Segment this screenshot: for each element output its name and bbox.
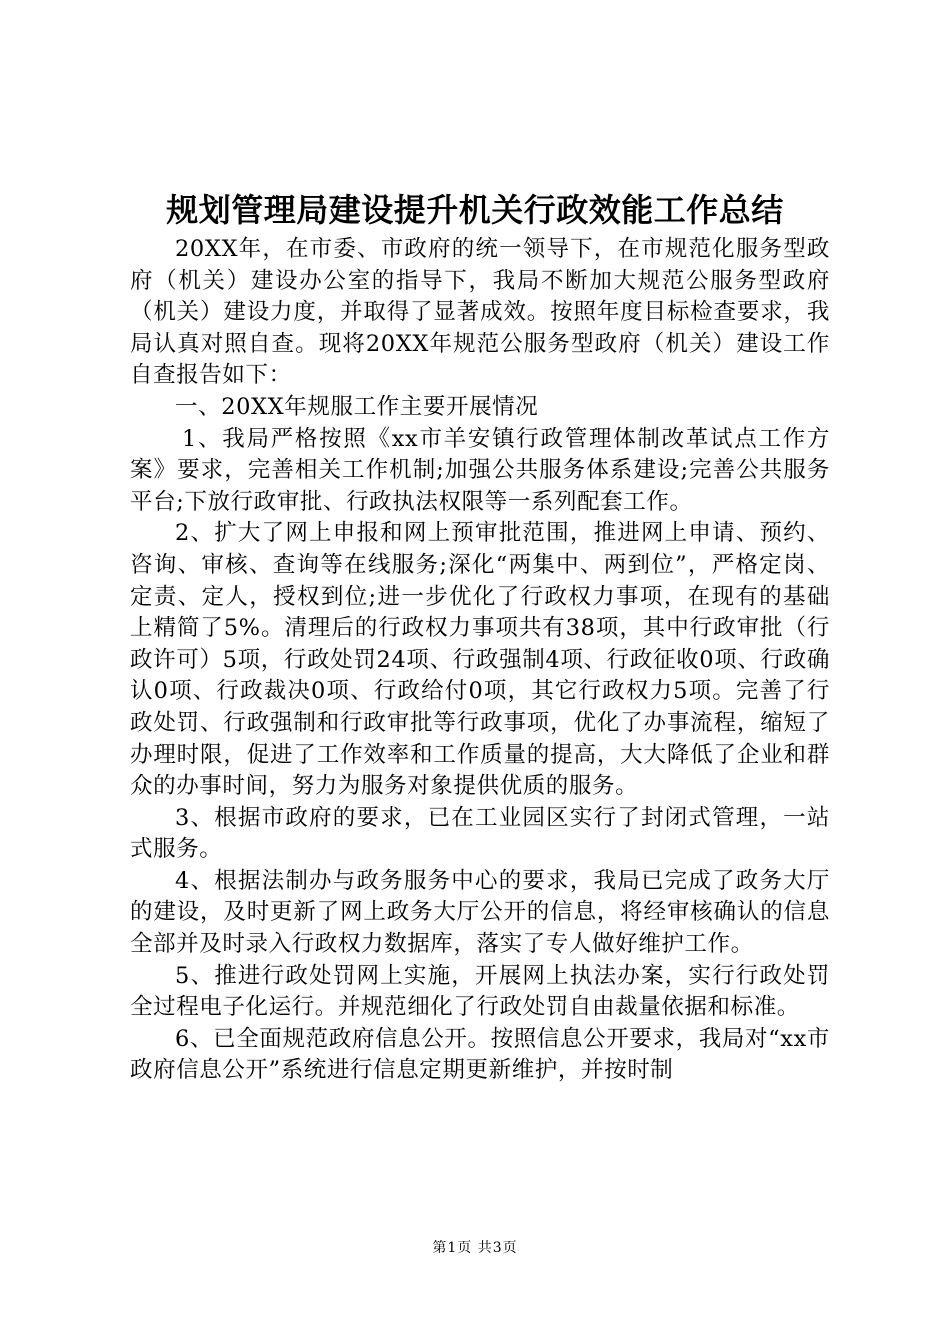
- document-title: 规划管理局建设提升机关行政效能工作总结: [166, 191, 784, 229]
- document-body: [130, 234, 830, 1087]
- paragraph-item-4: 4、根据法制办与政务服务中心的要求，我局已完成了政务大厅的建设，及时更新了网上政务大厅公开的信息，将经审核确认的信息全部并及时录入行政权力数据库，落实了专人做好维护工作。: [130, 867, 830, 958]
- paragraph-item-2: 2、扩大了网上申报和网上预审批范围，推进网上申请、预约、咨询、审核、查询等在线服务;深化“两集中、两到位”，严格定岗、定责、定人，授权到位;进一步优化了行政权力事项，在现有的基础上精简了5%。清理后的行政权力事项共有38项，其中行政审批（行政许可）5项，行政处罚24项、行政强制4项、行政征收0项、行政确认0项、行政裁决0项、行政给付0项，其它行政权力5项。完善了行政处罚、行政强制和行政审批等行政事项，优化了办事流程，缩短了办理时限，促进了工作效率和工作质量的提高，大大降低了企业和群众的办事时间，努力为服务对象提供优质的服务。: [130, 520, 830, 800]
- paragraph-intro: 20XX年，在市委、市政府的统一领导下，在市规范化服务型政府（机关）建设办公室的指导下，我局不断加大规范公服务型政府（机关）建设力度，并取得了显著成效。按照年度目标检查要求，我局认真对照自查。现将20XX年规范公服务型政府（机关）建设工作自查报告如下：: [130, 236, 830, 389]
- section-heading-1: 一、20XX年规服工作主要开展情况: [175, 393, 539, 420]
- page-footer: 第1页 共3页: [432, 1240, 518, 1256]
- paragraph-item-1: 1、我局严格按照《xx市羊安镇行政管理体制改革试点工作方案》要求，完善相关工作机制;加强公共服务体系建设;完善公共服务平台;下放行政审批、行政执法权限等一系列配套工作。: [130, 425, 830, 515]
- paragraph-item-5: 5、推进行政处罚网上实施，开展网上执法办案，实行行政处罚全过程电子化运行。并规范细化了行政处罚自由裁量依据和标准。: [130, 962, 830, 1021]
- paragraph-item-3: 3、根据市政府的要求，已在工业园区实行了封闭式管理，一站式服务。: [130, 804, 830, 863]
- paragraph-item-6: 6、已全面规范政府信息公开。按照信息公开要求，我局对“xx市政府信息公开”系统进行信息定期更新维护，并按时制: [130, 1025, 830, 1084]
